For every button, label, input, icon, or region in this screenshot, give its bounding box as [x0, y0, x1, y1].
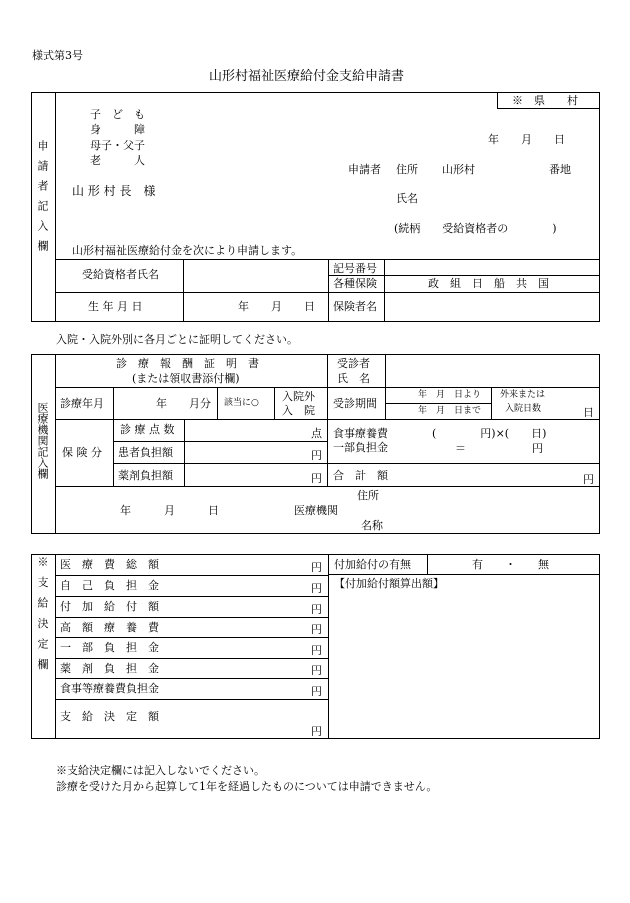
institution-date[interactable]: 年 月 日	[120, 504, 219, 517]
calc-label: 【付加給付額算出額】	[334, 577, 444, 590]
category-elderly: 老 人	[90, 154, 145, 167]
decision-row-label: 自 己 負 担 金	[60, 579, 159, 592]
additional-benefit-label: 付加給付の有無	[334, 558, 411, 571]
institution-name-label: 名称	[361, 519, 383, 532]
drug-share-unit: 円	[311, 472, 322, 485]
decision-row-label: 一 部 負 担 金	[60, 641, 159, 654]
applicant-side-label: 申請者記入欄	[36, 140, 49, 260]
decision-row-label: 高 額 療 養 費	[60, 621, 159, 634]
form-number: 様式第3号	[32, 49, 83, 62]
drug-share-label: 薬剤負担額	[118, 469, 173, 482]
category-single-parent: 母子・父子	[90, 139, 145, 152]
days-label-2: 入院日数	[505, 404, 542, 414]
insurance-types-label: 各種保険	[333, 277, 377, 290]
meal-label-2: 一部負担金	[333, 441, 388, 454]
period-from[interactable]: 年 月 日より	[418, 390, 482, 400]
mark-note: 該当に○	[224, 398, 259, 408]
additional-benefit-choice[interactable]: 有 ・ 無	[472, 558, 549, 571]
applicant-label: 申請者	[348, 163, 381, 176]
decision-row-yen: 円	[311, 623, 322, 636]
meal-label-1: 食事療養費	[333, 427, 388, 440]
addressee: 山 形 村 長 様	[72, 184, 156, 198]
institution-side-label: 医療機関記入欄	[36, 402, 49, 479]
symbol-number-label: 記号番号	[333, 262, 377, 275]
monthly-note: 入院・入院外別に各月ごとに証明してください。	[56, 333, 298, 346]
decision-row-label: 医 療 費 総 額	[60, 558, 159, 571]
institution-address-label: 住所	[357, 489, 379, 502]
decision-row-yen: 円	[311, 561, 322, 574]
patient-share-label: 患者負担額	[118, 446, 173, 459]
days-unit: 日	[583, 406, 594, 419]
recipient-name-label: 受給資格者氏名	[82, 268, 159, 281]
relationship-field[interactable]: (続柄 受給資格者の )	[394, 222, 557, 235]
cert-title: 診 療 報 酬 証 明 書	[116, 357, 259, 370]
outpatient-option[interactable]: 入院外	[282, 390, 315, 403]
insurance-types[interactable]: 政 組 日 船 共 国	[428, 277, 549, 290]
patient-label-1: 受診者	[337, 357, 370, 370]
birth-label: 生 年 月 日	[88, 300, 143, 313]
insurer-label: 保険者名	[333, 300, 377, 313]
period-to[interactable]: 年 月 日まで	[418, 406, 482, 416]
points-unit: 点	[311, 427, 322, 440]
birth-date[interactable]: 年 月 日	[238, 300, 315, 313]
decision-row-yen: 円	[311, 582, 322, 595]
decision-row-yen: 円	[311, 664, 322, 677]
decision-row-yen: 円	[311, 685, 322, 698]
decision-row-label: 薬 剤 負 担 金	[60, 662, 159, 675]
prefecture-box: ※ 県 村	[512, 94, 578, 107]
cert-subtitle: (または領収書添付欄)	[132, 372, 240, 385]
days-label-1: 外来または	[500, 390, 546, 400]
meal-formula[interactable]: ( 円)×( 日)	[432, 427, 547, 440]
total-unit: 円	[583, 473, 594, 486]
decision-side-label: ※支給決定欄	[36, 556, 49, 679]
application-date[interactable]: 年 月 日	[488, 133, 565, 146]
banchi-label: 番地	[549, 163, 571, 176]
address-label: 住所	[396, 163, 418, 176]
inpatient-option[interactable]: 入 院	[282, 404, 315, 417]
footer-note-1: ※支給決定欄には記入しないでください。	[56, 764, 265, 777]
patient-share-unit: 円	[311, 449, 322, 462]
decision-row-yen: 円	[311, 725, 322, 738]
patient-label-2: 氏 名	[337, 372, 370, 385]
category-children: 子 ど も	[90, 108, 145, 121]
treatment-month-label: 診療年月	[60, 397, 104, 410]
page-title: 山形村福祉医療給付金支給申請書	[209, 69, 405, 84]
insurance-share-label: 保 険 分	[62, 446, 102, 459]
period-label: 受診期間	[333, 397, 377, 410]
village-name: 山形村	[442, 163, 475, 176]
decision-row-yen: 円	[311, 644, 322, 657]
decision-row-label: 支 給 決 定 額	[60, 710, 159, 723]
treatment-month[interactable]: 年 月分	[156, 397, 211, 410]
decision-row-yen: 円	[311, 603, 322, 616]
institution-label: 医療機関	[294, 504, 338, 517]
meal-equals[interactable]: ＝ 円	[455, 442, 543, 455]
total-label: 合 計 額	[333, 469, 388, 482]
category-disabled: 身 障	[90, 123, 145, 136]
points-label: 診 療 点 数	[120, 423, 175, 436]
name-label: 氏名	[396, 192, 418, 205]
request-text: 山形村福祉医療給付金を次により申請します。	[72, 244, 303, 257]
decision-row-label: 付 加 給 付 額	[60, 600, 159, 613]
footer-note-2: 診療を受けた月から起算して1年を経過したものについては申請できません。	[56, 780, 438, 793]
decision-row-label: 食事等療養費負担金	[60, 682, 159, 695]
